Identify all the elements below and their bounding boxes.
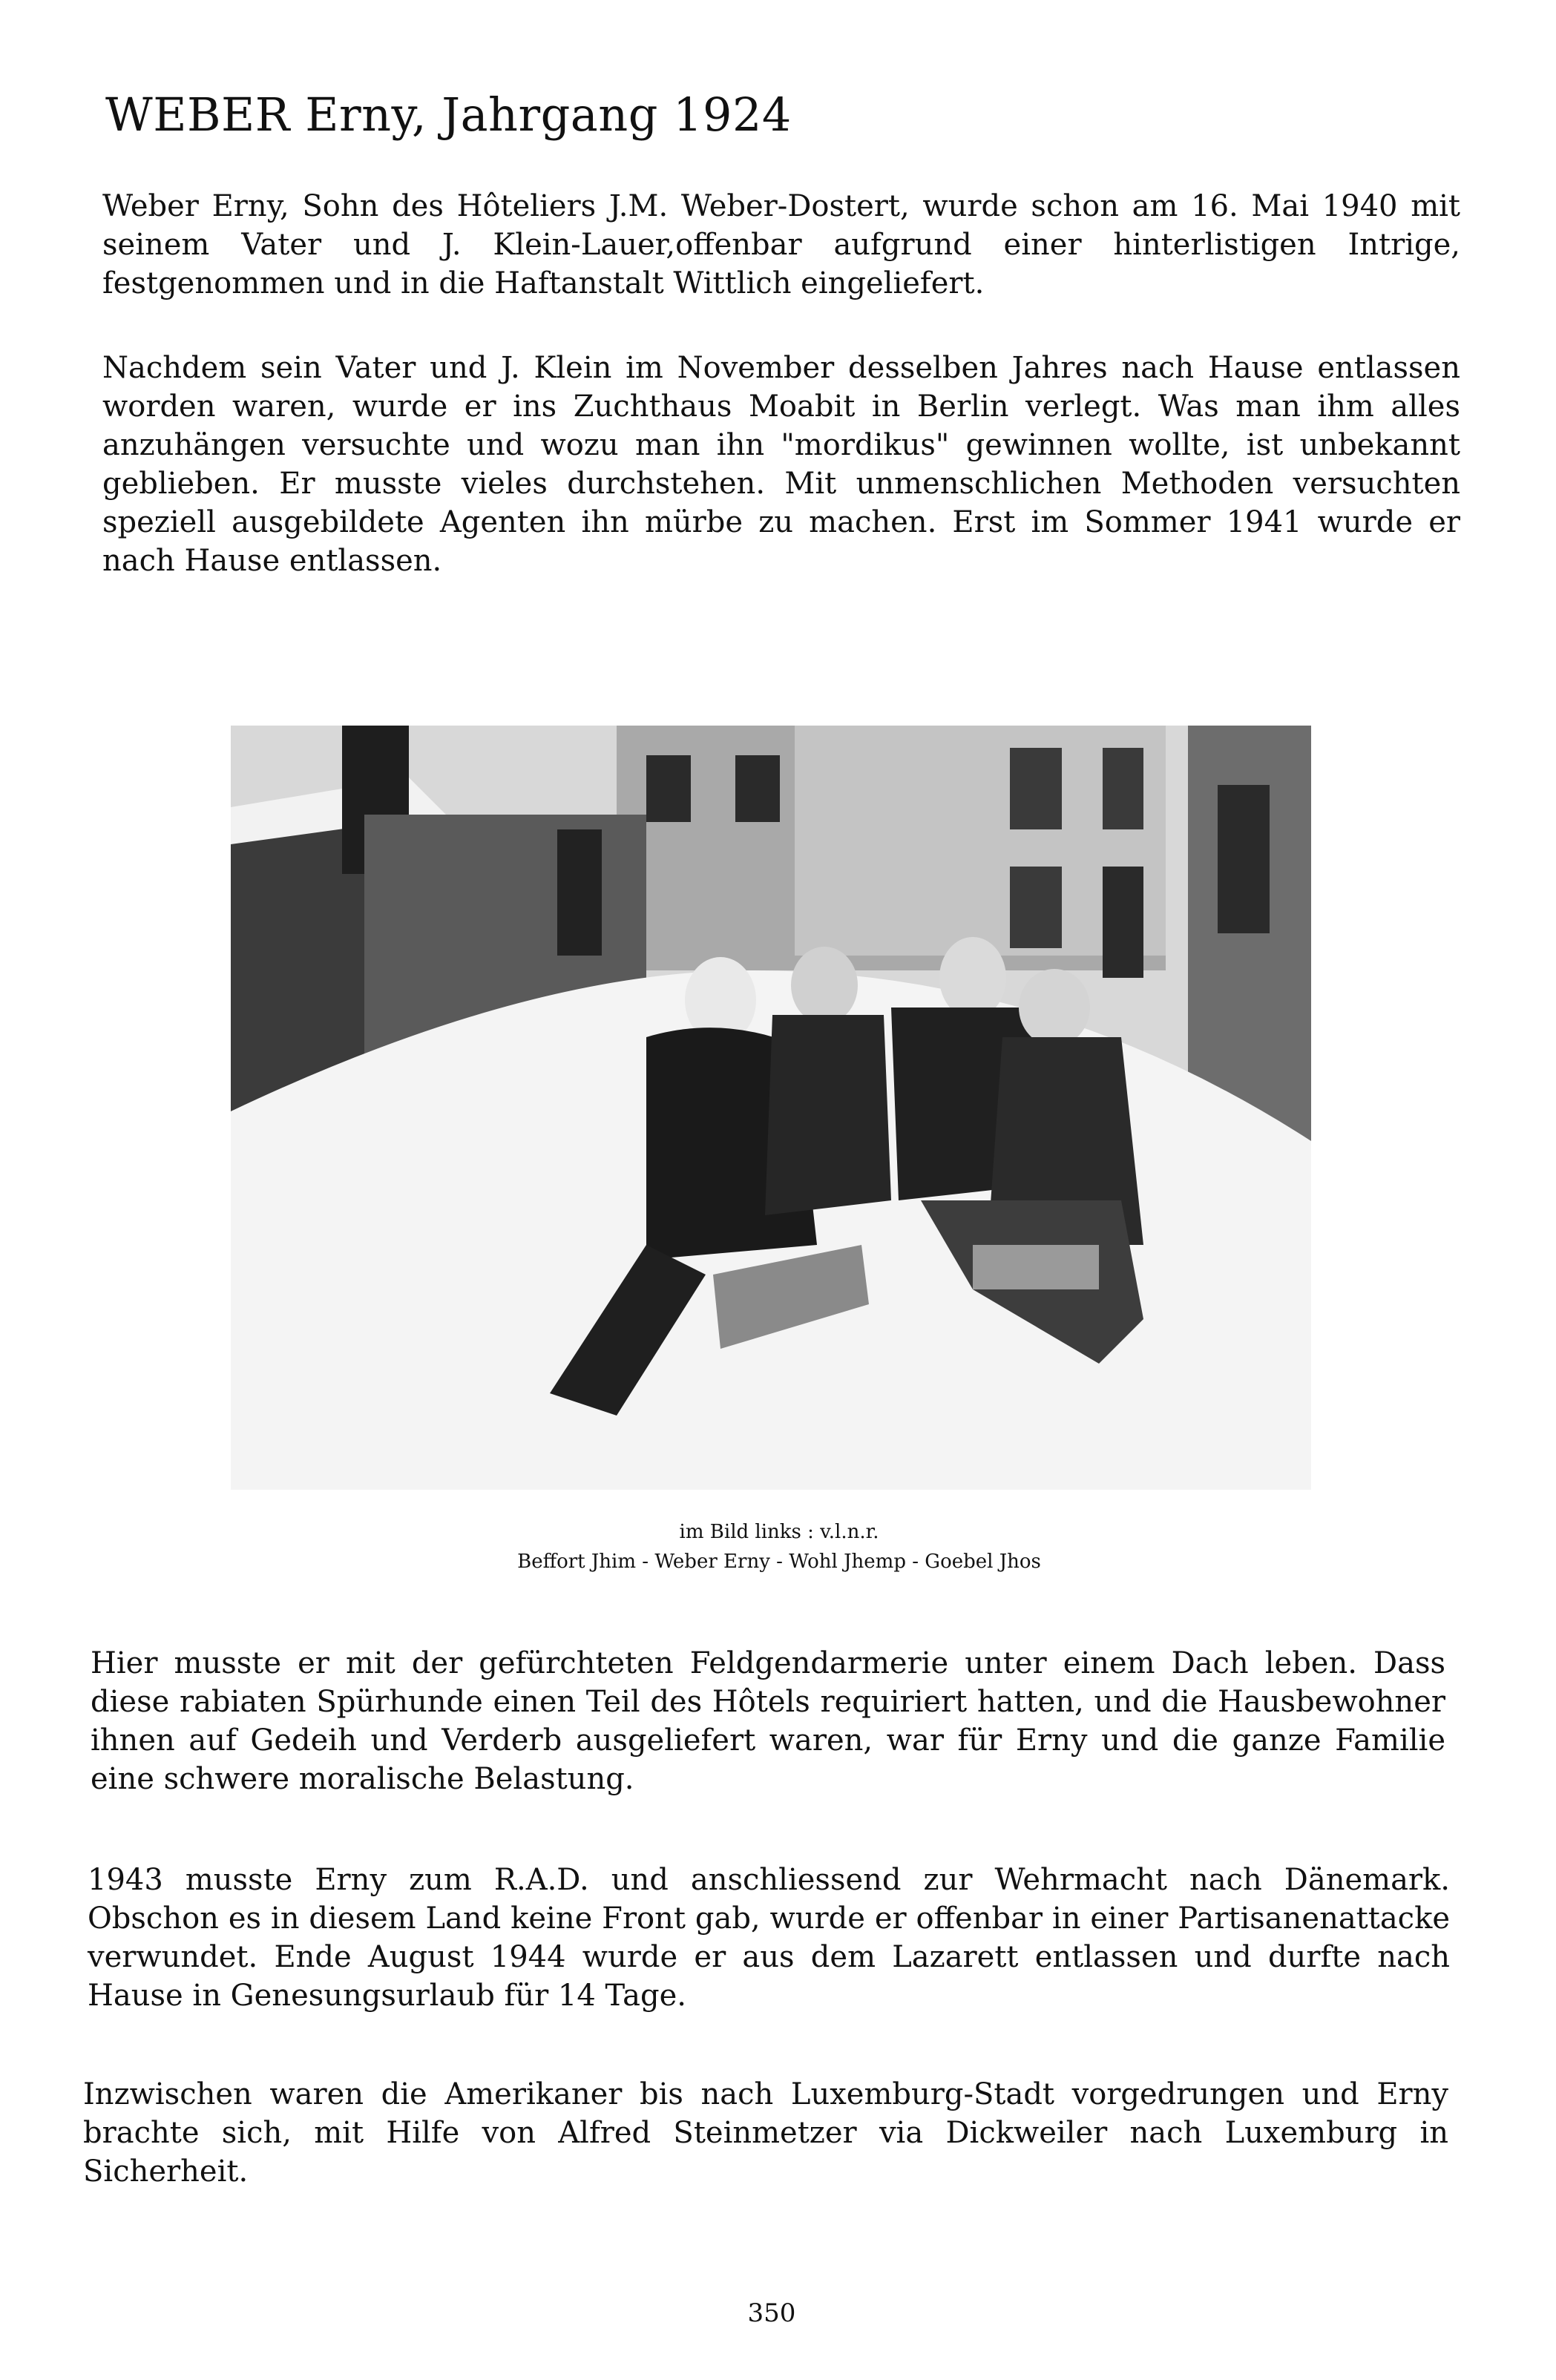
- page-title: WEBER Erny, Jahrgang 1924: [105, 88, 792, 142]
- photo-caption-line1: im Bild links : v.l.n.r.: [679, 1521, 879, 1543]
- paragraph-moabit: Nachdem sein Vater und J. Klein im November desselben Jahres nach Hause entlassen worden waren, wurde er ins Zuchthaus Moabit in Berlin verlegt. Was man ihm alles anzuhängen versuchte und wozu man ihn "mordikus" gewinnen wollte, ist unbekannt geblieben. Er musste vieles durchstehen. Mit unmenschlichen Methoden versuchten speziell ausgebildete Agenten ihn mürbe zu machen. Erst im Sommer 1941 wurde er nach Hause entlassen.: [102, 351, 1460, 578]
- paragraph-arrest: Weber Erny, Sohn des Hôteliers J.M. Weber-Dostert, wurde schon am 16. Mai 1940 mit seinem Vater und J. Klein-Lauer,offenbar aufgrund einer hinterlistigen Intrige, festgenommen und in die Haftanstalt Wittlich eingeliefert.: [102, 189, 1460, 300]
- paragraph-escape: Inzwischen waren die Amerikaner bis nach Luxemburg-Stadt vorgedrungen und Erny brachte sich, mit Hilfe von Alfred Steinmetzer via Dickweiler nach Luxemburg in Sicherheit.: [83, 2077, 1448, 2189]
- paragraph-wehrmacht: 1943 musste Erny zum R.A.D. und anschliessend zur Wehrmacht nach Dänemark. Obschon es in diesem Land keine Front gab, wurde er offenbar in einer Partisanenattacke verwundet. Ende August 1944 wurde er aus dem Lazarett entlassen und durfte nach Hause in Genesungsurlaub für 14 Tage.: [88, 1863, 1450, 2013]
- page-number: 350: [747, 2298, 796, 2328]
- sledding-photo: [231, 726, 1311, 1490]
- photo-caption-line2: Beffort Jhim - Weber Erny - Wohl Jhemp - Goebel Jhos: [517, 1551, 1041, 1573]
- paragraph-feldgendarmerie: Hier musste er mit der gefürchteten Feldgendarmerie unter einem Dach leben. Dass diese rabiaten Spürhunde einen Teil des Hôtels requiriert hatten, und die Hausbewohner ihnen auf Gedeih und Verderb ausgeliefert waren, war für Erny und die ganze Familie eine schwere moralische Belastung.: [91, 1646, 1445, 1796]
